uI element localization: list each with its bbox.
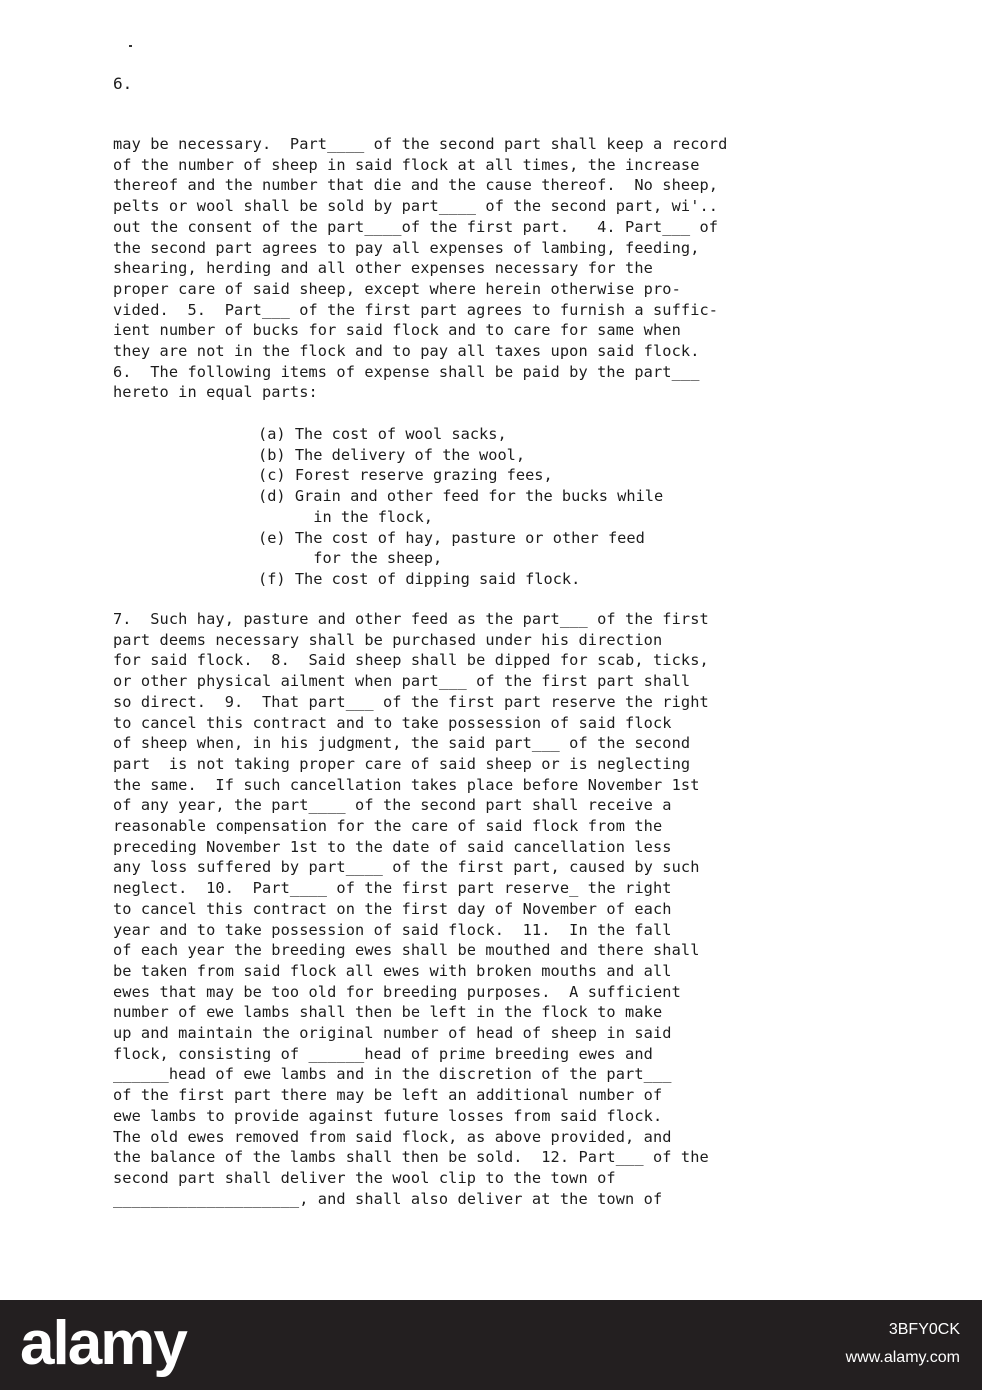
expense-item: in the flock, <box>258 507 433 526</box>
text-line: ient number of bucks for said flock and to care for same when <box>113 321 681 340</box>
text-line: of the first part there may be left an additional number of <box>113 1086 663 1105</box>
text-line: part is not taking proper care of said sheep or is neglecting <box>113 754 691 773</box>
text-line: year and to take possession of said flock. 11. In the fall <box>113 920 672 939</box>
text-line: ______head of ewe lambs and in the discretion of the part___ <box>113 1065 672 1084</box>
text-line: up and maintain the original number of head of sheep in said <box>113 1024 672 1043</box>
text-line: proper care of said sheep, except where herein otherwise pro- <box>113 279 681 298</box>
site-url: www.alamy.com <box>845 1349 960 1366</box>
text-line: thereof and the number that die and the cause thereof. No sheep, <box>113 176 719 195</box>
text-line: neglect. 10. Part____ of the first part reserve_ the right <box>113 879 672 898</box>
text-line: be taken from said flock all ewes with broken mouths and all <box>113 961 672 980</box>
text-line: number of ewe lambs shall then be left in the flock to make <box>113 1003 663 1022</box>
text-line: flock, consisting of ______head of prime breeding ewes and <box>113 1044 653 1063</box>
text-line: 6. The following items of expense shall be paid by the part___ <box>113 362 700 381</box>
text-line: so direct. 9. That part___ of the first part reserve the right <box>113 692 709 711</box>
watermark-footer <box>0 1300 982 1390</box>
text-line: preceding November 1st to the date of said cancellation less <box>113 837 672 856</box>
text-line: or other physical ailment when part___ of the first part shall <box>113 672 691 691</box>
image-id: 3BFY0CK <box>888 1321 960 1338</box>
text-line: of sheep when, in his judgment, the said part___ of the second <box>113 734 691 753</box>
expense-item: (a) The cost of wool sacks, <box>258 425 507 443</box>
text-line: 7. Such hay, pasture and other feed as the part___ of the first <box>113 610 709 628</box>
text-line: shearing, herding and all other expenses necessary for the <box>113 259 653 278</box>
contract-paragraph-1 <box>113 134 727 403</box>
expense-item: (f) The cost of dipping said flock. <box>258 569 581 588</box>
text-line: vided. 5. Part___ of the first part agrees to furnish a suffic- <box>113 300 719 319</box>
text-line: to cancel this contract and to take possession of said flock <box>113 713 672 732</box>
text-line: out the consent of the part____of the first part. 4. Part___ of <box>113 217 719 236</box>
text-line: they are not in the flock and to pay all taxes upon said flock. <box>113 342 700 361</box>
text-line: for said flock. 8. Said sheep shall be dipped for scab, ticks, <box>113 651 709 670</box>
scan-speck <box>129 45 132 47</box>
page-number: 6. <box>113 74 133 93</box>
text-line: reasonable compensation for the care of said flock from the <box>113 817 663 836</box>
text-line: of each year the breeding ewes shall be mouthed and there shall <box>113 941 700 960</box>
expense-items-list <box>258 424 663 590</box>
expense-item: (b) The delivery of the wool, <box>258 445 526 464</box>
text-line: of the number of sheep in said flock at all times, the increase <box>113 155 700 174</box>
text-line: The old ewes removed from said flock, as above provided, and <box>113 1127 672 1146</box>
text-line: pelts or wool shall be sold by part____ of the second part, wi'.. <box>113 197 719 216</box>
expense-item: (e) The cost of hay, pasture or other feed <box>258 528 645 547</box>
text-line: second part shall deliver the wool clip to the town of <box>113 1168 616 1187</box>
text-line: ewe lambs to provide against future losses from said flock. <box>113 1106 663 1125</box>
text-line: hereto in equal parts: <box>113 383 318 402</box>
expense-item: for the sheep, <box>258 549 443 568</box>
expense-item: (d) Grain and other feed for the bucks while <box>258 487 664 506</box>
text-line: to cancel this contract on the first day of November of each <box>113 899 672 918</box>
text-line: the same. If such cancellation takes place before November 1st <box>113 775 700 794</box>
text-line: may be necessary. Part____ of the second part shall keep a record <box>113 135 728 153</box>
text-line: the second part agrees to pay all expenses of lambing, feeding, <box>113 238 700 257</box>
expense-item: (c) Forest reserve grazing fees, <box>258 466 553 485</box>
text-line: part deems necessary shall be purchased under his direction <box>113 630 663 649</box>
text-line: ____________________, and shall also deliver at the town of <box>113 1189 663 1208</box>
text-line: any loss suffered by part____ of the first part, caused by such <box>113 858 700 877</box>
contract-paragraph-2 <box>113 609 709 1209</box>
brand-logo: alamy <box>20 1309 186 1378</box>
text-line: the balance of the lambs shall then be sold. 12. Part___ of the <box>113 1148 709 1167</box>
text-line: ewes that may be too old for breeding purposes. A sufficient <box>113 982 681 1001</box>
text-line: of any year, the part____ of the second part shall receive a <box>113 796 672 815</box>
